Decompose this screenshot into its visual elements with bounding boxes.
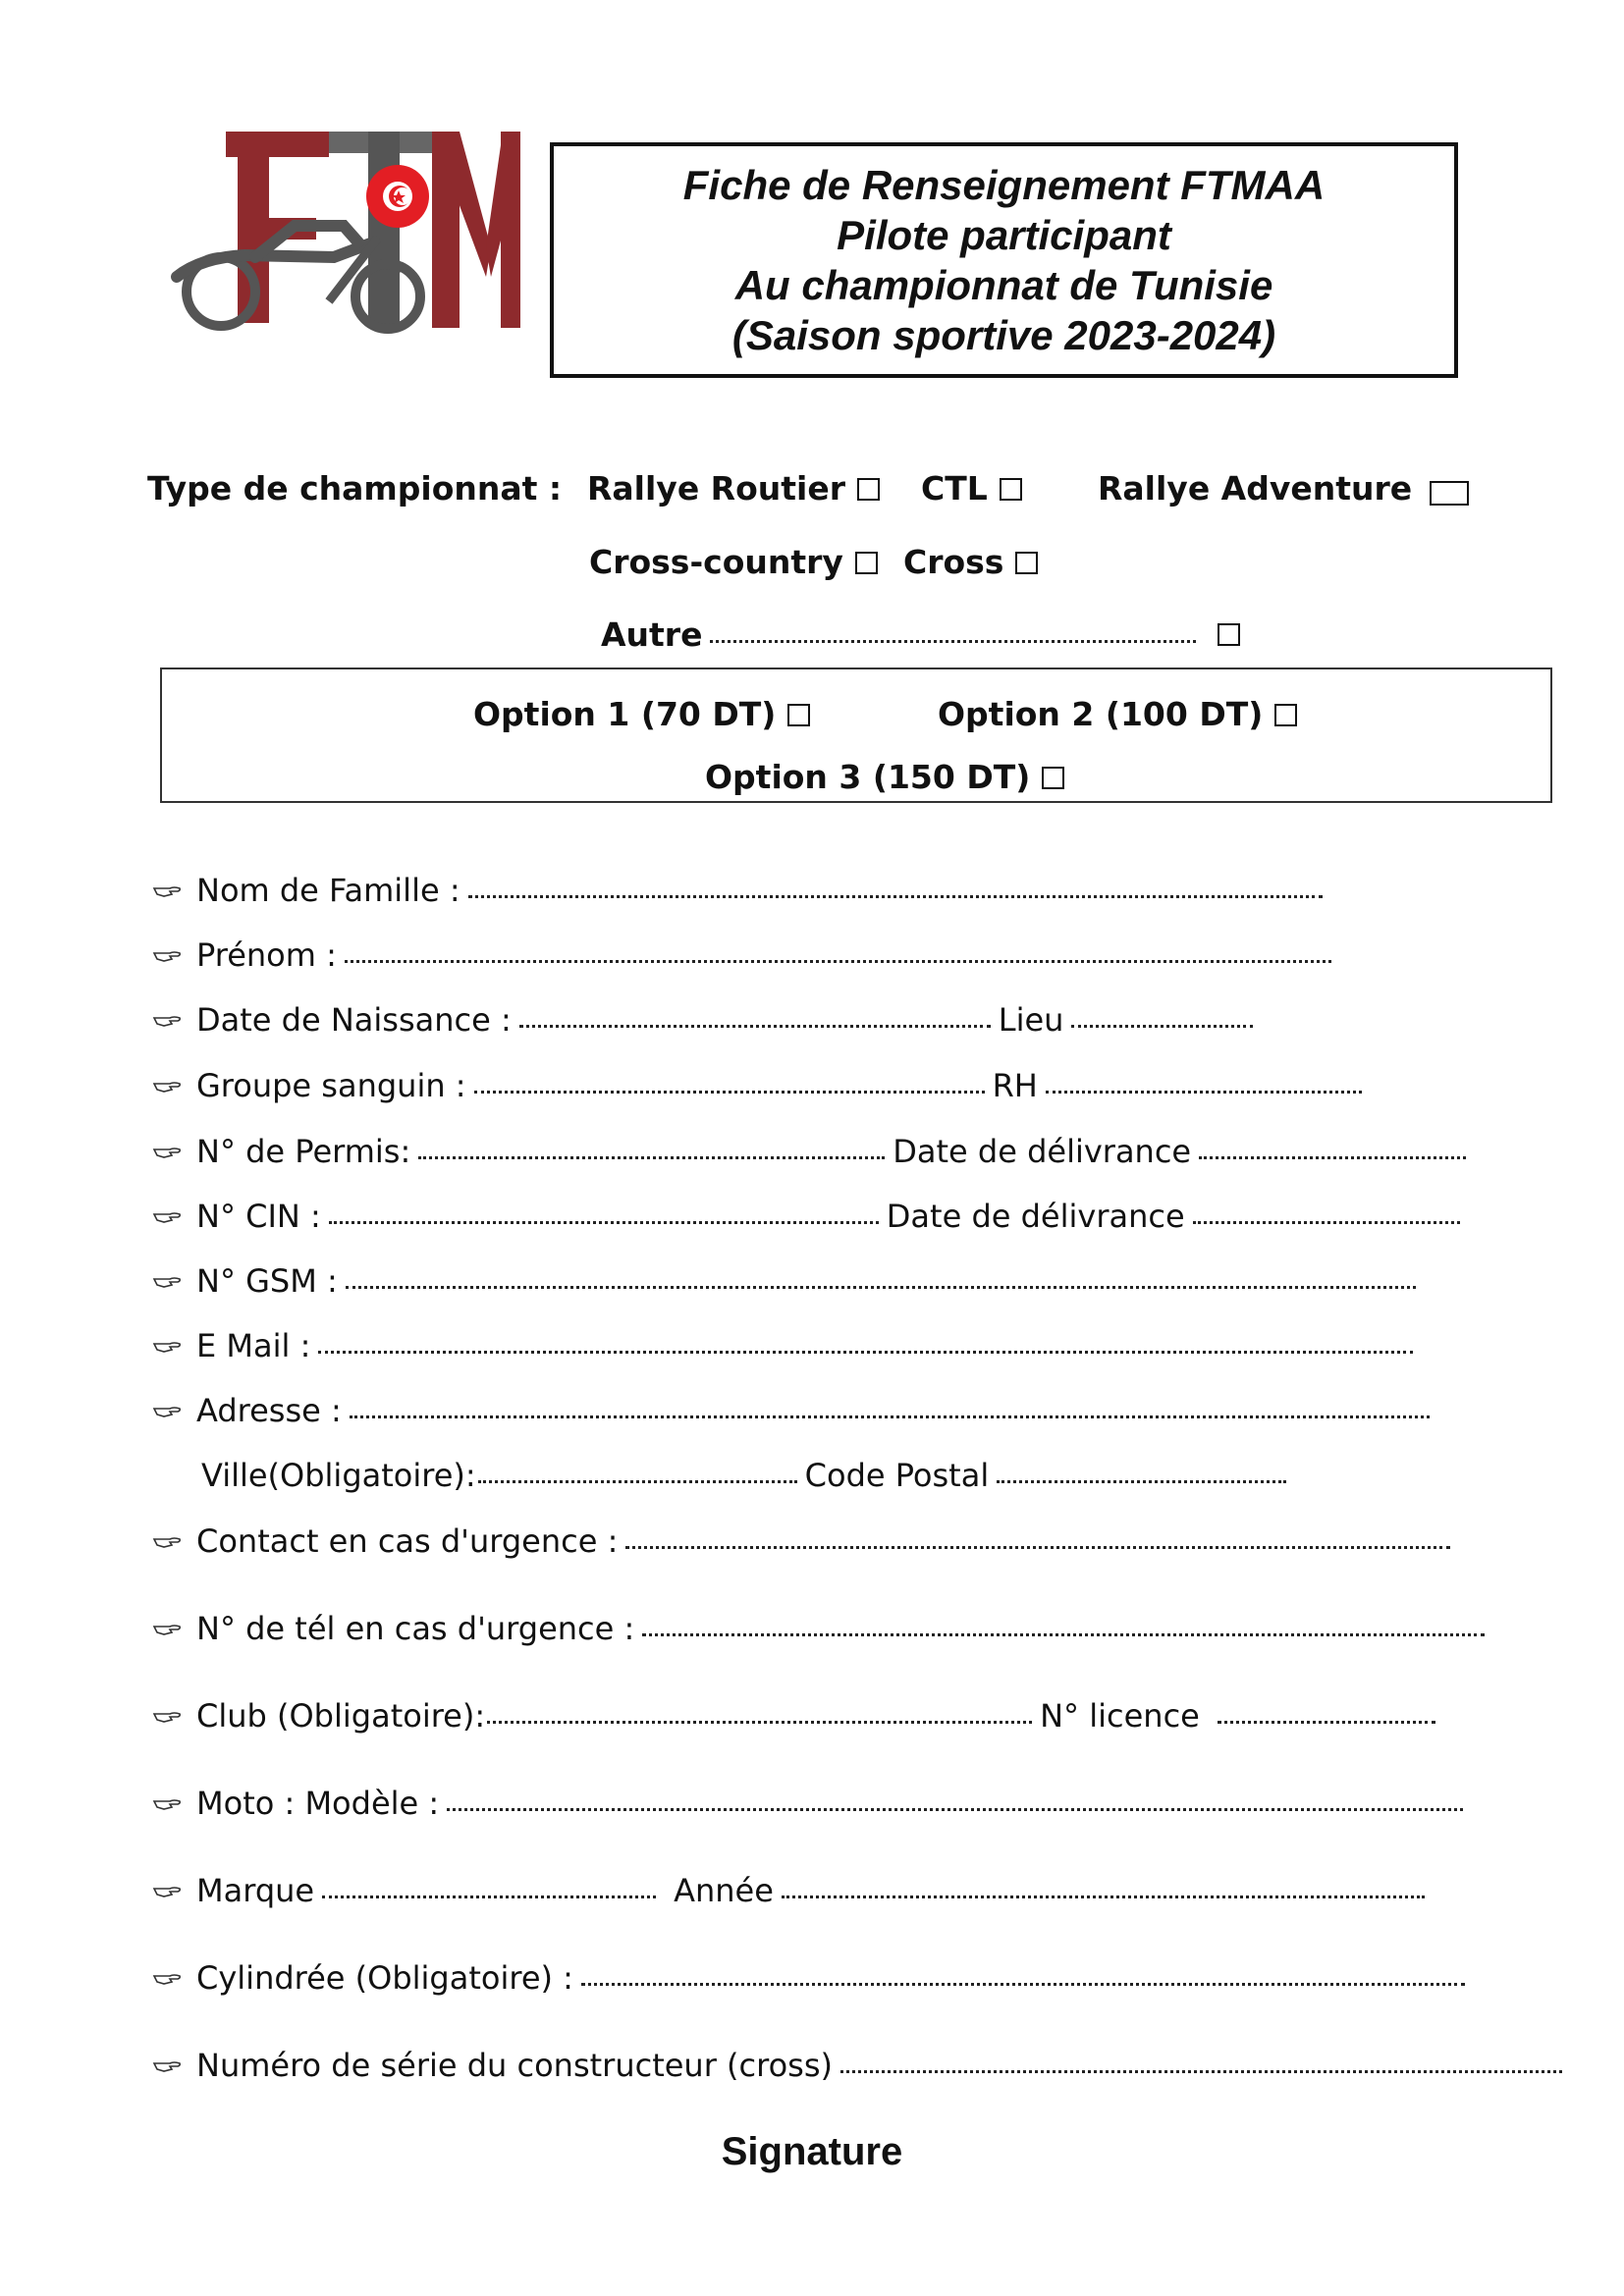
title-box bbox=[550, 142, 1458, 378]
pricing-option-3-label: Option 3 (150 DT) bbox=[705, 758, 1031, 796]
title-line-2: Pilote participant bbox=[837, 212, 1171, 258]
field-adresse bbox=[152, 1392, 1437, 1429]
field-naissance bbox=[152, 1001, 1261, 1039]
pricing-option-3[interactable] bbox=[705, 758, 1064, 796]
field-permis-label: N° de Permis: bbox=[196, 1133, 411, 1170]
checkbox-autre[interactable] bbox=[1218, 623, 1240, 646]
pricing-option-2-label: Option 2 (100 DT) bbox=[938, 695, 1264, 733]
option-autre-label: Autre bbox=[601, 615, 703, 654]
field-groupe-label: Groupe sanguin : bbox=[196, 1067, 466, 1104]
tel-urgence-input[interactable] bbox=[642, 1633, 1485, 1636]
option-autre[interactable] bbox=[601, 615, 1240, 654]
field-permis bbox=[152, 1133, 1474, 1170]
groupe-input[interactable] bbox=[474, 1091, 985, 1094]
ville-input[interactable] bbox=[478, 1480, 797, 1483]
pointing-hand-icon bbox=[152, 1010, 182, 1030]
numero-serie-input[interactable] bbox=[840, 2070, 1562, 2073]
title-line-1: Fiche de Renseignement FTMAA bbox=[682, 162, 1326, 208]
field-cylindree bbox=[152, 1959, 1473, 1997]
option-rallye-adventure[interactable] bbox=[1098, 469, 1469, 507]
field-tel-urgence-label: N° de tél en cas d'urgence : bbox=[196, 1610, 635, 1647]
signature-label: Signature bbox=[721, 2130, 903, 2173]
option-cross-label: Cross bbox=[903, 543, 1004, 581]
pointing-hand-icon bbox=[152, 1142, 182, 1161]
option-rallye-adventure-label: Rallye Adventure bbox=[1098, 469, 1413, 507]
field-prenom bbox=[152, 936, 1339, 974]
pricing-option-1-label: Option 1 (70 DT) bbox=[473, 695, 777, 733]
field-prenom-label: Prénom : bbox=[196, 936, 337, 974]
field-email bbox=[152, 1327, 1421, 1364]
field-cylindree-label: Cylindrée (Obligatoire) : bbox=[196, 1959, 573, 1997]
ftm-motorcycle-logo-icon bbox=[147, 120, 520, 365]
field-marque bbox=[152, 1872, 1433, 1909]
field-ville bbox=[201, 1457, 1294, 1494]
option-ctl[interactable] bbox=[921, 469, 1022, 507]
field-marque-label: Marque bbox=[196, 1872, 315, 1909]
field-cin-label: N° CIN : bbox=[196, 1198, 321, 1235]
option-cross-country-label: Cross-country bbox=[589, 543, 843, 581]
pointing-hand-icon bbox=[152, 945, 182, 965]
autre-input-line[interactable] bbox=[710, 640, 1196, 643]
cylindree-input[interactable] bbox=[581, 1983, 1465, 1986]
field-tel-urgence bbox=[152, 1610, 1492, 1647]
adresse-input[interactable] bbox=[350, 1415, 1430, 1418]
email-input[interactable] bbox=[318, 1351, 1413, 1354]
pointing-hand-icon bbox=[152, 1076, 182, 1095]
checkbox-cross[interactable] bbox=[1015, 552, 1038, 574]
title-line-4: (Saison sportive 2023-2024) bbox=[731, 312, 1276, 358]
pointing-hand-icon bbox=[152, 881, 182, 900]
field-ville-label: Ville(Obligatoire): bbox=[201, 1457, 476, 1494]
pointing-hand-icon bbox=[152, 1531, 182, 1551]
pointing-hand-icon bbox=[152, 1793, 182, 1813]
pointing-hand-icon bbox=[152, 1619, 182, 1638]
pointing-hand-icon bbox=[152, 1336, 182, 1356]
field-adresse-label: Adresse : bbox=[196, 1392, 342, 1429]
cin-date-input[interactable] bbox=[1193, 1221, 1460, 1224]
annee-input[interactable] bbox=[782, 1896, 1425, 1898]
field-code-postal-label: Code Postal bbox=[804, 1457, 990, 1494]
field-cin-date-label: Date de délivrance bbox=[886, 1198, 1185, 1235]
code-postal-input[interactable] bbox=[997, 1480, 1286, 1483]
field-numero-serie bbox=[152, 2047, 1570, 2084]
pointing-hand-icon bbox=[152, 2056, 182, 2075]
pointing-hand-icon bbox=[152, 1706, 182, 1726]
pointing-hand-icon bbox=[152, 1881, 182, 1900]
field-permis-date-label: Date de délivrance bbox=[893, 1133, 1192, 1170]
licence-input[interactable] bbox=[1218, 1721, 1435, 1724]
checkbox-option-1[interactable] bbox=[787, 704, 810, 726]
option-cross[interactable] bbox=[903, 543, 1038, 581]
contact-input[interactable] bbox=[625, 1546, 1450, 1549]
field-naissance-label: Date de Naissance : bbox=[196, 1001, 512, 1039]
club-input[interactable] bbox=[487, 1721, 1032, 1724]
championship-type-label: Type de championnat : bbox=[147, 469, 563, 507]
lieu-input[interactable] bbox=[1071, 1025, 1253, 1028]
checkbox-cross-country[interactable] bbox=[855, 552, 878, 574]
option-rallye-routier-label: Rallye Routier bbox=[587, 469, 846, 507]
pricing-option-2[interactable] bbox=[938, 695, 1297, 733]
checkbox-option-2[interactable] bbox=[1274, 704, 1297, 726]
field-nom bbox=[152, 872, 1330, 909]
field-rh-label: RH bbox=[992, 1067, 1038, 1104]
field-licence-label: N° licence bbox=[1040, 1697, 1200, 1735]
pointing-hand-icon bbox=[152, 1401, 182, 1420]
option-rallye-routier[interactable] bbox=[587, 469, 880, 507]
pricing-option-1[interactable] bbox=[473, 695, 810, 733]
cin-input[interactable] bbox=[329, 1221, 879, 1224]
field-gsm bbox=[152, 1262, 1424, 1300]
rh-input[interactable] bbox=[1046, 1091, 1362, 1094]
gsm-input[interactable] bbox=[346, 1286, 1416, 1289]
moto-modele-input[interactable] bbox=[447, 1808, 1463, 1811]
prenom-input[interactable] bbox=[345, 960, 1331, 963]
field-gsm-label: N° GSM : bbox=[196, 1262, 338, 1300]
checkbox-rallye-routier[interactable] bbox=[857, 478, 880, 501]
field-nom-label: Nom de Famille : bbox=[196, 872, 460, 909]
checkbox-option-3[interactable] bbox=[1042, 767, 1064, 789]
field-moto-modele bbox=[152, 1785, 1471, 1822]
field-contact-urgence bbox=[152, 1522, 1458, 1560]
field-club bbox=[152, 1697, 1443, 1735]
ftm-logo bbox=[147, 120, 520, 365]
pointing-hand-icon bbox=[152, 1968, 182, 1988]
field-cin bbox=[152, 1198, 1468, 1235]
option-cross-country[interactable] bbox=[589, 543, 878, 581]
field-annee-label: Année bbox=[674, 1872, 774, 1909]
field-moto-label: Moto : Modèle : bbox=[196, 1785, 440, 1822]
field-serie-label: Numéro de série du constructeur (cross) bbox=[196, 2047, 833, 2084]
permis-date-input[interactable] bbox=[1199, 1156, 1466, 1159]
pointing-hand-icon bbox=[152, 1206, 182, 1226]
field-groupe-sanguin bbox=[152, 1067, 1370, 1104]
field-email-label: E Mail : bbox=[196, 1327, 311, 1364]
option-ctl-label: CTL bbox=[921, 469, 988, 507]
field-contact-label: Contact en cas d'urgence : bbox=[196, 1522, 619, 1560]
nom-input[interactable] bbox=[468, 895, 1323, 898]
field-lieu-label: Lieu bbox=[998, 1001, 1064, 1039]
permis-input[interactable] bbox=[418, 1156, 885, 1159]
title-line-3: Au championnat de Tunisie bbox=[734, 262, 1273, 308]
naissance-input[interactable] bbox=[519, 1025, 991, 1028]
pointing-hand-icon bbox=[152, 1271, 182, 1291]
marque-input[interactable] bbox=[322, 1896, 656, 1898]
checkbox-rallye-adventure[interactable] bbox=[1430, 481, 1469, 506]
field-club-label: Club (Obligatoire): bbox=[196, 1697, 486, 1735]
checkbox-ctl[interactable] bbox=[1000, 478, 1022, 501]
